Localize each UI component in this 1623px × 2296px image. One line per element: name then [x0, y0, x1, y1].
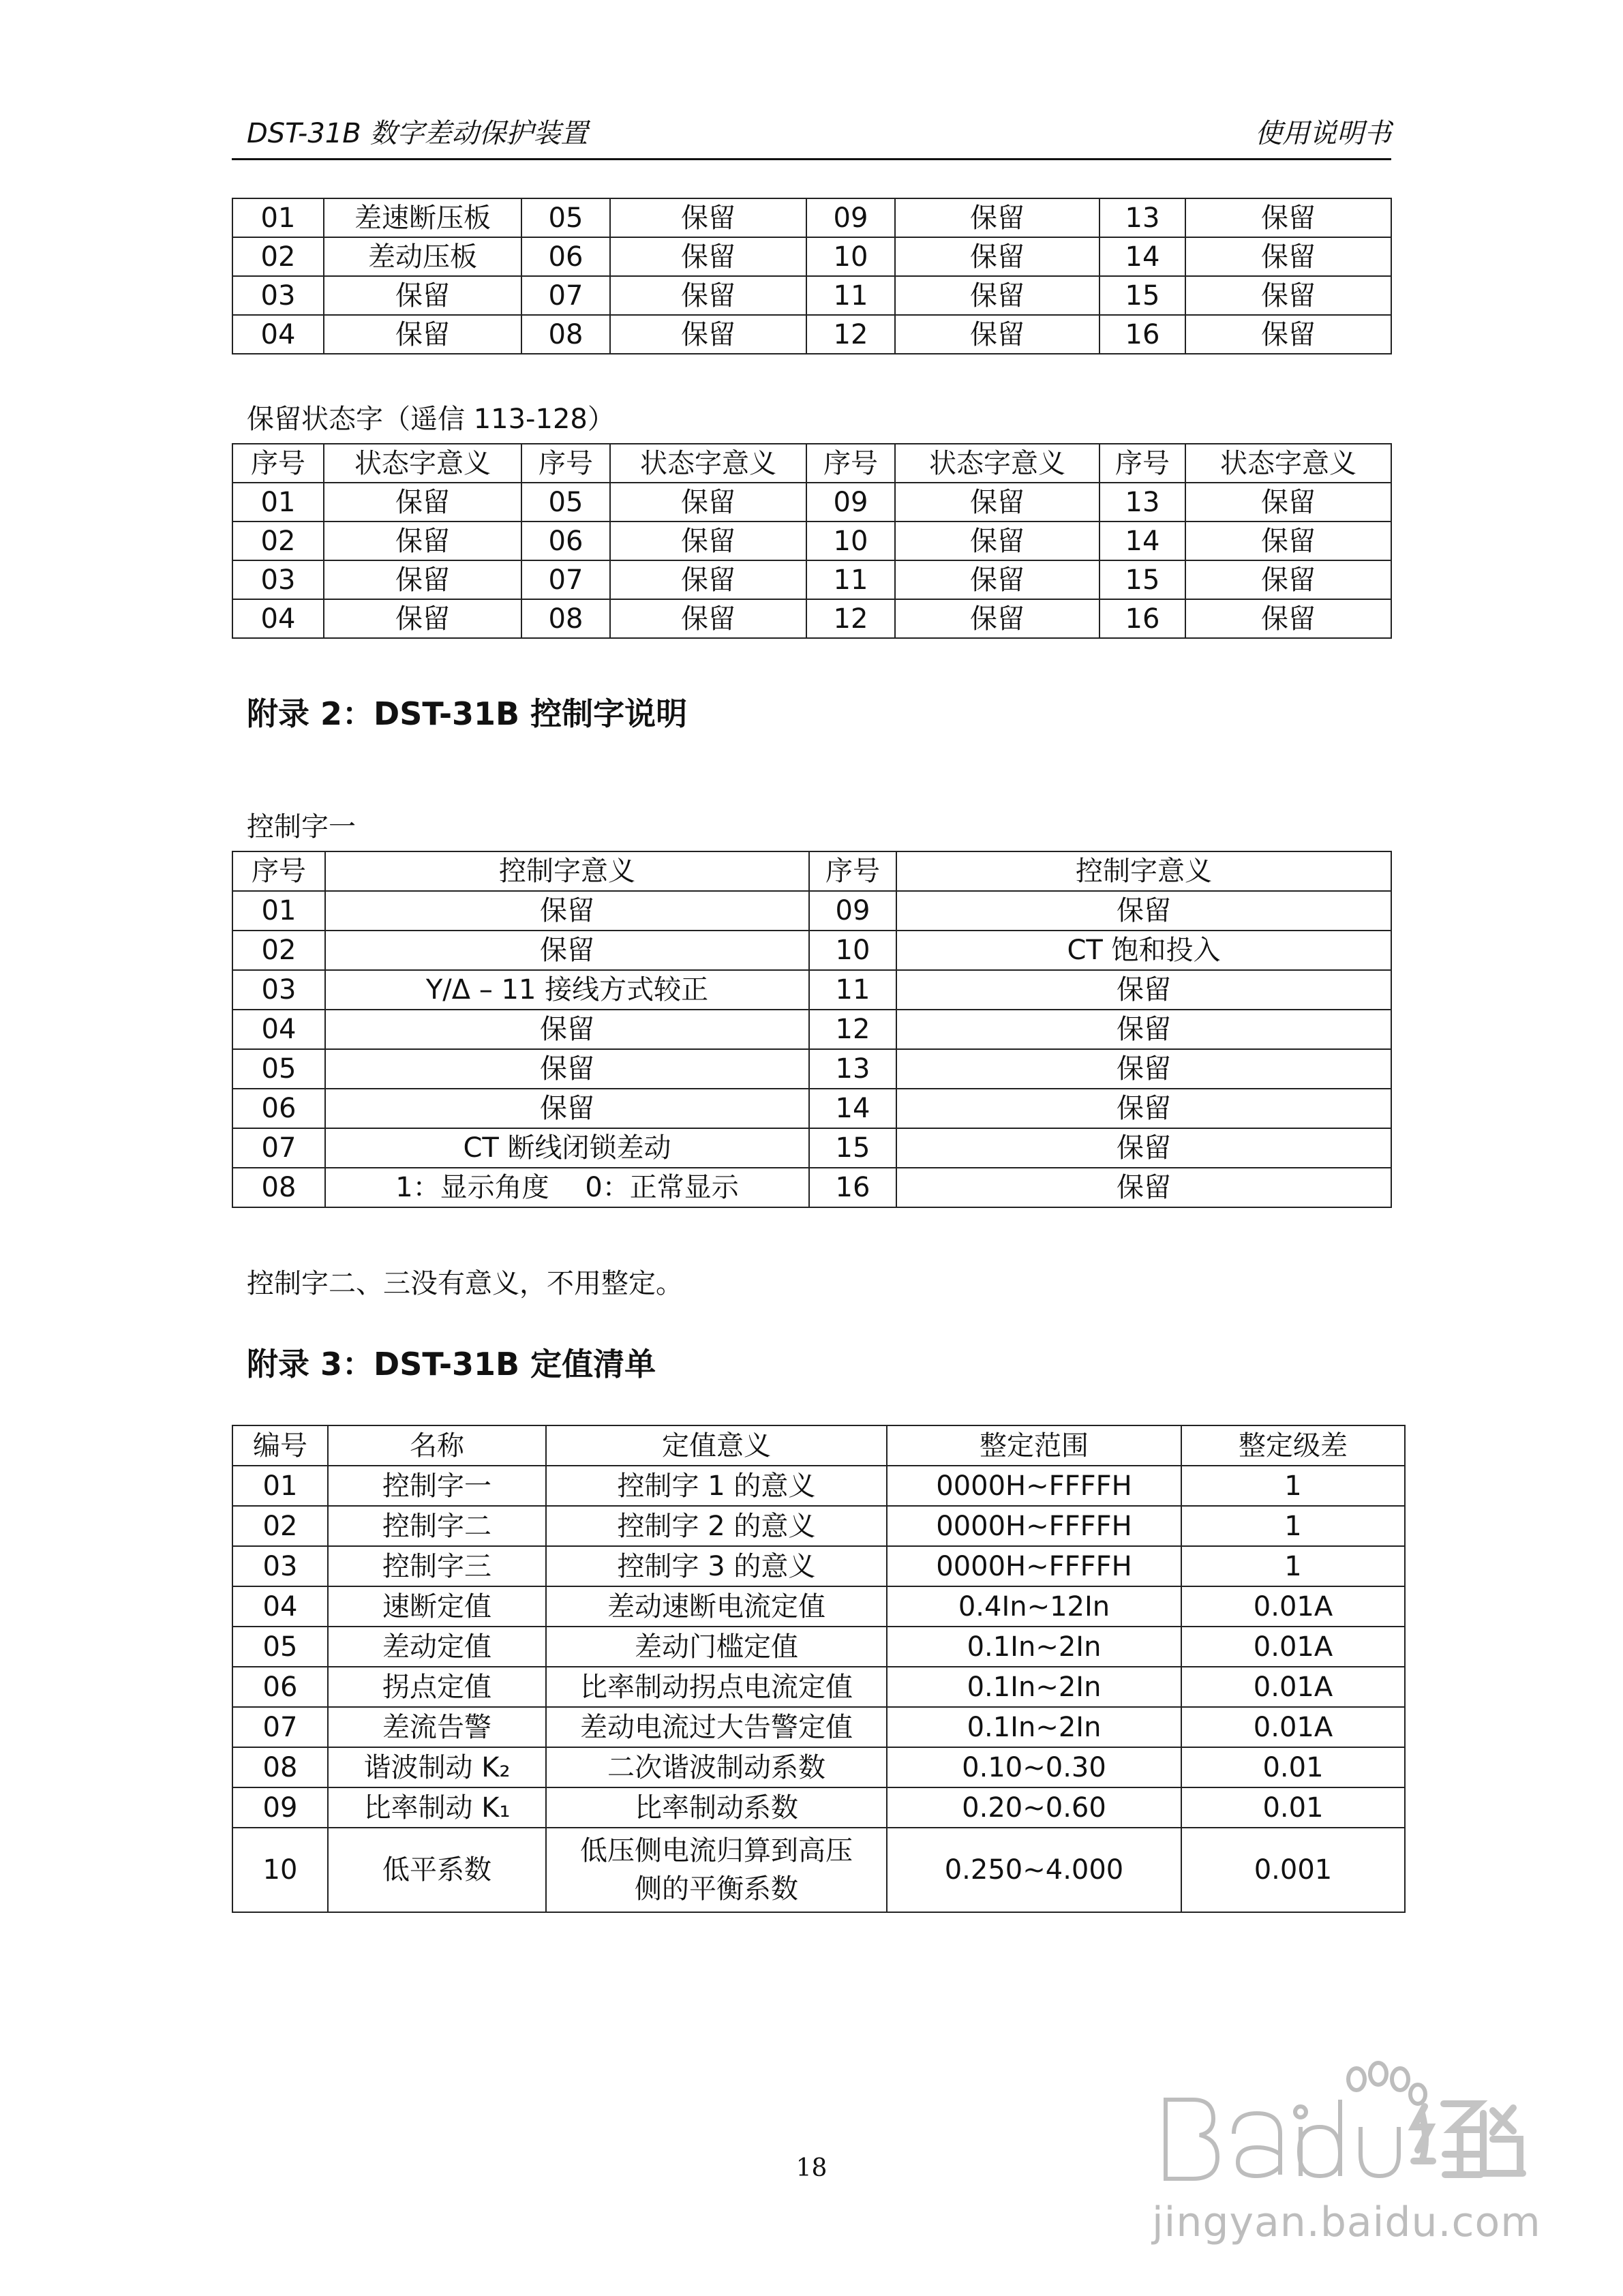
pressure-plate-cell: 保留: [1185, 198, 1391, 237]
reserved-status-cell: 06: [521, 522, 610, 560]
pressure-plate-cell: 保留: [895, 237, 1099, 276]
pressure-plate-cell: 11: [806, 276, 895, 315]
pressure-plate-cell: 02: [232, 237, 324, 276]
header-cell: 序号: [232, 444, 324, 483]
table-header-row: [232, 851, 1391, 891]
setting-cell: 1: [1181, 1466, 1405, 1506]
control-word-cell: CT 断线闭锁差动: [325, 1128, 809, 1168]
setting-cell: 0.01A: [1181, 1707, 1405, 1747]
header-cell: 整定范围: [887, 1425, 1181, 1466]
setting-cell: 06: [232, 1667, 328, 1707]
control-word-cell: 保留: [896, 1168, 1391, 1207]
control-word-cell: 保留: [325, 891, 809, 931]
reserved-status-cell: 08: [521, 599, 610, 638]
setting-cell: 差流告警: [328, 1707, 546, 1747]
header-title: DST-31B 数字差动保护装置: [247, 118, 588, 149]
setting-cell: 谐波制动 K₂: [328, 1747, 546, 1787]
setting-cell: 比率制动系数: [546, 1787, 887, 1828]
table-row: [232, 931, 1391, 970]
header-cell: 序号: [521, 444, 610, 483]
pressure-plate-table: [232, 198, 1392, 354]
control-word-cell: 15: [809, 1128, 896, 1168]
header-cell: 整定级差: [1181, 1425, 1405, 1466]
table-row: [232, 315, 1391, 354]
header-cell: 序号: [806, 444, 895, 483]
setting-cell: 0.01: [1181, 1747, 1405, 1787]
setting-cell: 0.1In~2In: [887, 1627, 1181, 1667]
setting-cell: 0.4In~12In: [887, 1586, 1181, 1627]
pressure-plate-cell: 差速断压板: [324, 198, 521, 237]
control-word-cell: 14: [809, 1089, 896, 1128]
setting-cell: 控制字二: [328, 1506, 546, 1546]
pressure-plate-cell: 13: [1099, 198, 1185, 237]
table-row: [232, 1466, 1405, 1506]
appendix-2-heading: 附录 2：DST-31B 控制字说明: [247, 695, 688, 732]
pressure-plate-cell: 保留: [1185, 237, 1391, 276]
reserved-status-cell: 15: [1099, 560, 1185, 599]
pressure-plate-cell: 差动压板: [324, 237, 521, 276]
setting-cell: 控制字 1 的意义: [546, 1466, 887, 1506]
table-header-row: [232, 444, 1391, 483]
pressure-plate-cell: 03: [232, 276, 324, 315]
pressure-plate-cell: 05: [521, 198, 610, 237]
pressure-plate-cell: 06: [521, 237, 610, 276]
pressure-plate-cell: 10: [806, 237, 895, 276]
header-cell: 控制字意义: [325, 851, 809, 891]
header-cell: 状态字意义: [610, 444, 806, 483]
table-row: [232, 483, 1391, 522]
header-cell: 序号: [232, 851, 325, 891]
setting-cell: 0.1In~2In: [887, 1667, 1181, 1707]
control-word-cell: 16: [809, 1168, 896, 1207]
header-cell: 名称: [328, 1425, 546, 1466]
control-word-cell: 保留: [896, 891, 1391, 931]
reserved-status-cell: 09: [806, 483, 895, 522]
control-word-cell: 保留: [896, 1049, 1391, 1089]
reserved-status-table: [232, 443, 1392, 639]
setting-cell: 03: [232, 1546, 328, 1586]
control-word-table: [232, 851, 1392, 1208]
setting-cell: 08: [232, 1747, 328, 1787]
control-word-cell: 09: [809, 891, 896, 931]
control-word-cell: 保留: [896, 1128, 1391, 1168]
table-row: [232, 198, 1391, 237]
setting-cell: 速断定值: [328, 1586, 546, 1627]
pressure-plate-cell: 保留: [895, 315, 1099, 354]
setting-cell: 差动电流过大告警定值: [546, 1707, 887, 1747]
table-row: [232, 599, 1391, 638]
header-cell: 序号: [1099, 444, 1185, 483]
setting-cell: 差动速断电流定值: [546, 1586, 887, 1627]
setting-cell: 控制字 2 的意义: [546, 1506, 887, 1546]
table-row: [232, 1586, 1405, 1627]
watermark-logo-cjk: [1414, 2104, 1523, 2175]
reserved-status-cell: 保留: [324, 599, 521, 638]
header-cell: 控制字意义: [896, 851, 1391, 891]
header-cell: 定值意义: [546, 1425, 887, 1466]
control-word-cell: 01: [232, 891, 325, 931]
pressure-plate-cell: 保留: [324, 315, 521, 354]
table-row: [232, 1707, 1405, 1747]
control-word-cell: 13: [809, 1049, 896, 1089]
reserved-status-cell: 保留: [324, 522, 521, 560]
reserved-status-cell: 07: [521, 560, 610, 599]
pressure-plate-cell: 保留: [324, 276, 521, 315]
reserved-status-cell: 03: [232, 560, 324, 599]
control-word-cell: 1：显示角度 0：正常显示: [325, 1168, 809, 1207]
setting-cell: 二次谐波制动系数: [546, 1747, 887, 1787]
control-word-cell: CT 饱和投入: [896, 931, 1391, 970]
control-word-cell: 06: [232, 1089, 325, 1128]
table-row: [232, 1168, 1391, 1207]
setting-cell: 1: [1181, 1506, 1405, 1546]
control-word-cell: 04: [232, 1010, 325, 1049]
setting-cell: 控制字 3 的意义: [546, 1546, 887, 1586]
control-word-1-caption: 控制字一: [247, 811, 356, 843]
pressure-plate-cell: 保留: [1185, 315, 1391, 354]
setting-range: 0.250~4.000: [887, 1828, 1181, 1912]
header-cell: 状态字意义: [324, 444, 521, 483]
pressure-plate-cell: 保留: [895, 198, 1099, 237]
reserved-status-caption: 保留状态字（遥信 113-128）: [247, 404, 615, 435]
pressure-plate-cell: 保留: [610, 237, 806, 276]
reserved-status-cell: 保留: [1185, 522, 1391, 560]
setting-cell: 拐点定值: [328, 1667, 546, 1707]
table-row: [232, 1828, 1405, 1912]
reserved-status-cell: 14: [1099, 522, 1185, 560]
reserved-status-cell: 保留: [610, 599, 806, 638]
reserved-status-cell: 10: [806, 522, 895, 560]
reserved-status-cell: 保留: [1185, 483, 1391, 522]
baidu-logo-icon: [1152, 2059, 1534, 2195]
pressure-plate-cell: 16: [1099, 315, 1185, 354]
header-cell: 编号: [232, 1425, 328, 1466]
table-row: [232, 1049, 1391, 1089]
table-row: [232, 1128, 1391, 1168]
baidu-jingyan-watermark: [1152, 2059, 1541, 2263]
table-row: [232, 1787, 1405, 1828]
reserved-status-cell: 保留: [895, 483, 1099, 522]
reserved-status-cell: 05: [521, 483, 610, 522]
setting-cell: 差动定值: [328, 1627, 546, 1667]
reserved-status-cell: 保留: [895, 522, 1099, 560]
reserved-status-cell: 保留: [324, 483, 521, 522]
reserved-status-cell: 04: [232, 599, 324, 638]
setting-name: 低平系数: [328, 1828, 546, 1912]
control-word-cell: 保留: [325, 1089, 809, 1128]
control-word-cell: 08: [232, 1168, 325, 1207]
pressure-plate-cell: 09: [806, 198, 895, 237]
control-word-cell: 12: [809, 1010, 896, 1049]
setting-cell: 0.01A: [1181, 1667, 1405, 1707]
reserved-status-cell: 保留: [324, 560, 521, 599]
appendix-3-heading: 附录 3：DST-31B 定值清单: [247, 1346, 656, 1383]
setting-cell: 0.01A: [1181, 1627, 1405, 1667]
reserved-status-cell: 16: [1099, 599, 1185, 638]
setting-cell: 04: [232, 1586, 328, 1627]
setting-cell: 07: [232, 1707, 328, 1747]
table-row: [232, 970, 1391, 1010]
setting-cell: 控制字三: [328, 1546, 546, 1586]
setting-cell: 05: [232, 1627, 328, 1667]
setting-meaning: [546, 1828, 887, 1912]
control-word-cell: 保留: [325, 1049, 809, 1089]
control-word-cell: 02: [232, 931, 325, 970]
control-word-cell: 保留: [896, 970, 1391, 1010]
page-number: 18: [795, 2154, 828, 2182]
table-row: [232, 560, 1391, 599]
setting-cell: 02: [232, 1506, 328, 1546]
pressure-plate-cell: 保留: [610, 276, 806, 315]
table-row: [232, 1010, 1391, 1049]
setting-cell: 01: [232, 1466, 328, 1506]
reserved-status-cell: 12: [806, 599, 895, 638]
header-doc-type: 使用说明书: [1255, 118, 1391, 149]
pressure-plate-cell: 12: [806, 315, 895, 354]
control-word-cell: Y/Δ – 11 接线方式较正: [325, 970, 809, 1010]
watermark-url: jingyan.baidu.com: [1152, 2199, 1541, 2246]
reserved-status-cell: 11: [806, 560, 895, 599]
table-row: [232, 1667, 1405, 1707]
reserved-status-cell: 保留: [1185, 560, 1391, 599]
reserved-status-cell: 01: [232, 483, 324, 522]
setting-cell: 0000H~FFFFH: [887, 1466, 1181, 1506]
pressure-plate-cell: 07: [521, 276, 610, 315]
table-row: [232, 1627, 1405, 1667]
table-row: [232, 891, 1391, 931]
control-word-cell: 07: [232, 1128, 325, 1168]
control-word-cell: 保留: [896, 1089, 1391, 1128]
setting-cell: 比率制动 K₁: [328, 1787, 546, 1828]
pressure-plate-cell: 15: [1099, 276, 1185, 315]
setting-cell: 0.1In~2In: [887, 1707, 1181, 1747]
setting-cell: 09: [232, 1787, 328, 1828]
reserved-status-cell: 02: [232, 522, 324, 560]
control-word-cell: 保留: [325, 1010, 809, 1049]
header-rule: [232, 158, 1391, 160]
setting-cell: 差动门槛定值: [546, 1627, 887, 1667]
setting-meaning-line-1: 低压侧电流归算到高压: [580, 1835, 853, 1867]
table-row: [232, 1546, 1405, 1586]
header-cell: 序号: [809, 851, 896, 891]
control-word-cell: 10: [809, 931, 896, 970]
setting-cell: 控制字一: [328, 1466, 546, 1506]
pressure-plate-cell: 01: [232, 198, 324, 237]
setting-cell: 0.01A: [1181, 1586, 1405, 1627]
setting-cell: 1: [1181, 1546, 1405, 1586]
setting-step: 0.001: [1181, 1828, 1405, 1912]
reserved-status-cell: 保留: [610, 522, 806, 560]
setting-cell: 0.20~0.60: [887, 1787, 1181, 1828]
table-row: [232, 1747, 1405, 1787]
header-cell: 状态字意义: [895, 444, 1099, 483]
pressure-plate-cell: 08: [521, 315, 610, 354]
reserved-status-cell: 保留: [895, 599, 1099, 638]
header-cell: 状态字意义: [1185, 444, 1391, 483]
pressure-plate-cell: 保留: [610, 198, 806, 237]
table-row: [232, 1089, 1391, 1128]
table-row: [232, 237, 1391, 276]
reserved-status-cell: 保留: [610, 560, 806, 599]
control-word-cell: 03: [232, 970, 325, 1010]
control-word-cell: 11: [809, 970, 896, 1010]
control-word-cell: 保留: [325, 931, 809, 970]
table-header-row: [232, 1425, 1405, 1466]
control-word-cell: 05: [232, 1049, 325, 1089]
setting-list-table: [232, 1425, 1406, 1913]
setting-cell: 0.01: [1181, 1787, 1405, 1828]
pressure-plate-cell: 14: [1099, 237, 1185, 276]
table-row: [232, 276, 1391, 315]
pressure-plate-cell: 保留: [895, 276, 1099, 315]
setting-cell: 比率制动拐点电流定值: [546, 1667, 887, 1707]
reserved-status-cell: 保留: [895, 560, 1099, 599]
setting-cell: 0000H~FFFFH: [887, 1546, 1181, 1586]
reserved-status-cell: 保留: [610, 483, 806, 522]
control-word-note: 控制字二、三没有意义，不用整定。: [247, 1268, 683, 1299]
pressure-plate-cell: 04: [232, 315, 324, 354]
table-row: [232, 522, 1391, 560]
setting-no: 10: [232, 1828, 328, 1912]
table-row: [232, 1506, 1405, 1546]
setting-cell: 0.10~0.30: [887, 1747, 1181, 1787]
pressure-plate-cell: 保留: [1185, 276, 1391, 315]
pressure-plate-cell: 保留: [610, 315, 806, 354]
reserved-status-cell: 13: [1099, 483, 1185, 522]
setting-meaning-line-2: 侧的平衡系数: [635, 1873, 798, 1905]
control-word-cell: 保留: [896, 1010, 1391, 1049]
setting-cell: 0000H~FFFFH: [887, 1506, 1181, 1546]
reserved-status-cell: 保留: [1185, 599, 1391, 638]
